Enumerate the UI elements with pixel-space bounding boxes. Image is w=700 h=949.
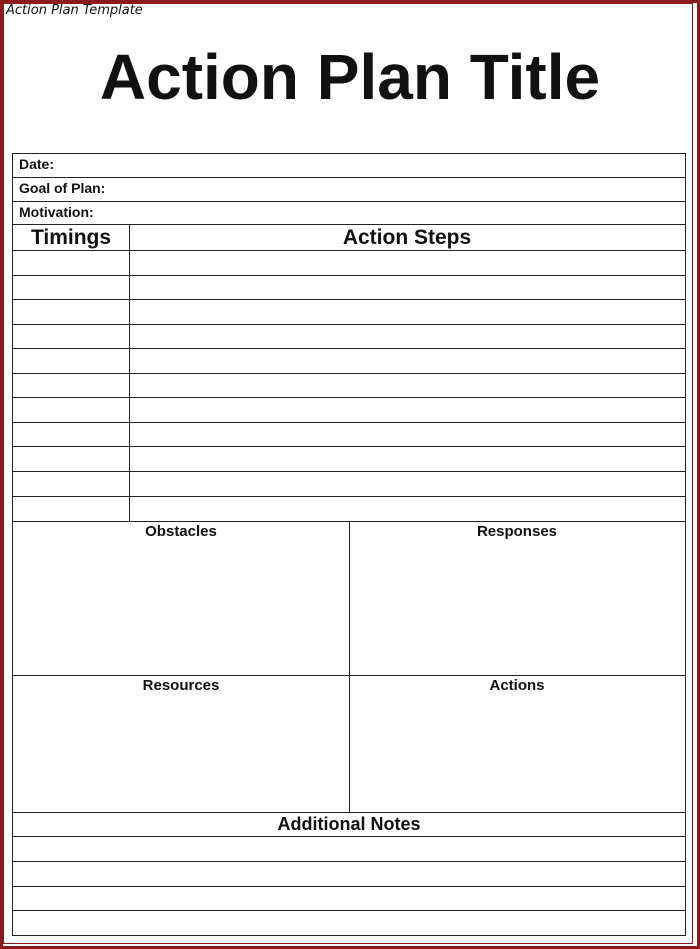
- step-row[interactable]: [13, 497, 685, 522]
- timings-header: Timings: [30, 226, 112, 249]
- step-row[interactable]: [13, 276, 685, 300]
- note-row[interactable]: [13, 837, 685, 862]
- motivation-label: Motivation:: [19, 204, 94, 220]
- obstacles-box[interactable]: [13, 522, 349, 675]
- steps-header-row: [13, 225, 685, 251]
- actions-box[interactable]: [349, 676, 685, 812]
- boxes-divider: [349, 522, 350, 813]
- obstacles-label: Obstacles: [145, 523, 217, 540]
- template-tag: Action Plan Template: [6, 3, 143, 18]
- additional-notes-header: Additional Notes: [277, 814, 421, 834]
- page-title[interactable]: Action Plan Title: [99, 41, 601, 113]
- goal-label: Goal of Plan:: [19, 180, 106, 196]
- note-row[interactable]: [13, 862, 685, 887]
- date-row[interactable]: [13, 154, 685, 178]
- responses-box[interactable]: [349, 522, 685, 675]
- step-row[interactable]: [13, 300, 685, 325]
- step-row[interactable]: [13, 374, 685, 398]
- goal-row[interactable]: [13, 178, 685, 202]
- step-row[interactable]: [13, 472, 685, 497]
- notes-header-row: [13, 813, 685, 837]
- resources-box[interactable]: [13, 676, 349, 812]
- step-row[interactable]: [13, 251, 685, 276]
- note-row[interactable]: [13, 911, 685, 935]
- date-label: Date:: [19, 156, 55, 172]
- step-row[interactable]: [13, 325, 685, 349]
- step-row[interactable]: [13, 398, 685, 423]
- resources-label: Resources: [142, 677, 220, 694]
- motivation-row[interactable]: [13, 202, 685, 225]
- step-row[interactable]: [13, 349, 685, 374]
- action-plan-form: [12, 153, 686, 936]
- action-steps-header: Action Steps: [342, 226, 472, 249]
- timings-divider: [129, 225, 130, 522]
- note-row[interactable]: [13, 887, 685, 911]
- responses-label: Responses: [476, 523, 558, 540]
- step-row[interactable]: [13, 423, 685, 447]
- actions-label: Actions: [489, 677, 545, 694]
- step-row[interactable]: [13, 447, 685, 472]
